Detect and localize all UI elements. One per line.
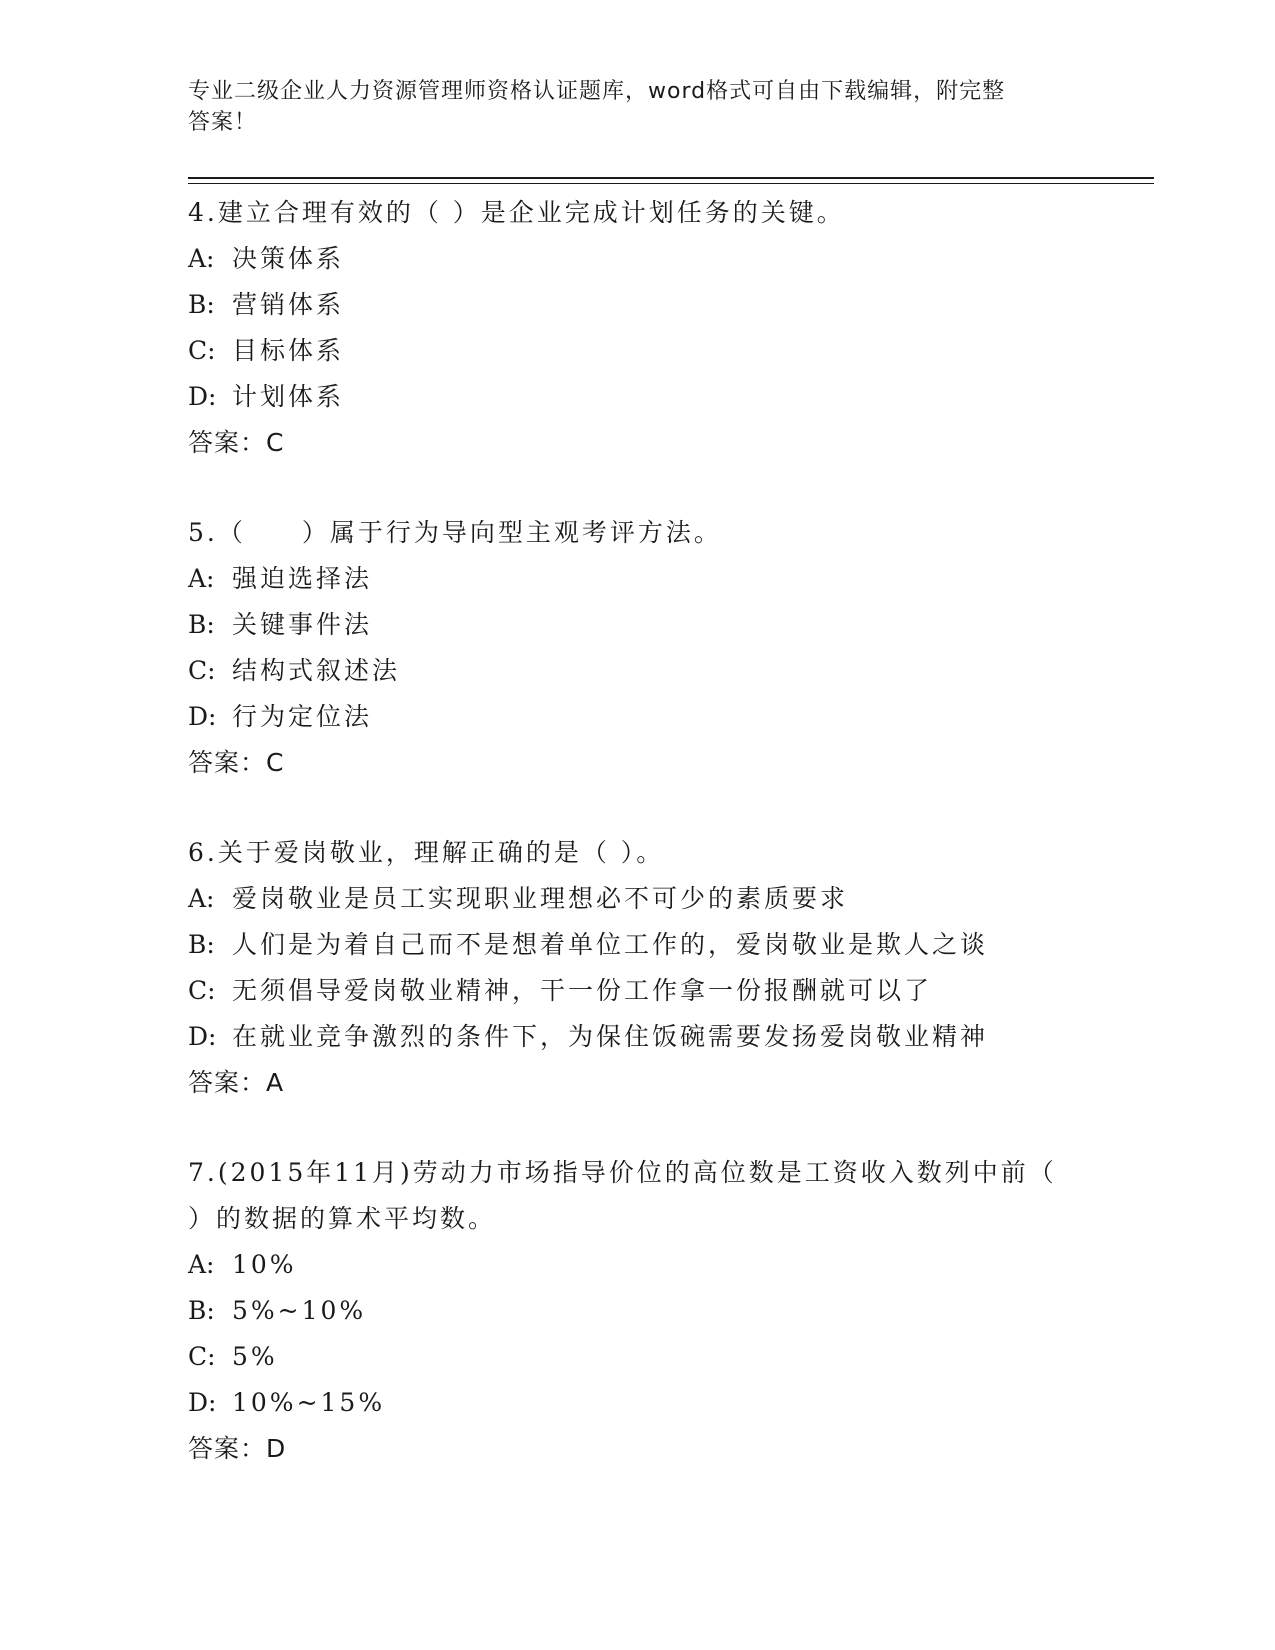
question-stem: 6.关于爱岗敬业，理解正确的是（ ）。	[188, 838, 665, 867]
option-c	[188, 968, 1088, 1014]
question-stem: 5.（ ）属于行为导向型主观考评方法。	[188, 518, 722, 547]
question-4	[188, 190, 1088, 466]
option-letter: D:	[188, 382, 217, 411]
option-text: 决策体系	[232, 244, 345, 273]
option-letter: A:	[188, 564, 215, 593]
option-letter: D:	[188, 1388, 217, 1417]
option-letter: B:	[188, 1296, 215, 1325]
option-letter: A:	[188, 884, 215, 913]
spacer	[188, 1106, 1088, 1150]
header-divider-thick	[188, 177, 1154, 179]
header-line-2: 答案！	[188, 110, 258, 135]
option-letter: B:	[188, 290, 215, 319]
option-text: 10%~15%	[232, 1388, 386, 1417]
option-letter: A:	[188, 1250, 215, 1279]
header-line-1: 专业二级企业人力资源管理师资格认证题库，word格式可自由下载编辑，附完整	[188, 79, 1006, 104]
option-letter: C:	[188, 1342, 216, 1371]
option-c	[188, 648, 1088, 694]
option-text: 无须倡导爱岗敬业精神，干一份工作拿一份报酬就可以了	[232, 976, 933, 1005]
option-text: 目标体系	[232, 336, 345, 365]
option-c	[188, 328, 1088, 374]
option-a	[188, 556, 1088, 602]
option-d	[188, 694, 1088, 740]
option-letter: C:	[188, 976, 216, 1005]
option-b	[188, 1288, 1088, 1334]
option-b	[188, 602, 1088, 648]
answer: 答案：A	[188, 1068, 285, 1097]
option-text: 5%~10%	[232, 1296, 367, 1325]
option-text: 10%	[232, 1250, 297, 1279]
option-a	[188, 876, 1088, 922]
option-letter: D:	[188, 702, 217, 731]
document-header	[188, 76, 1088, 138]
option-letter: C:	[188, 336, 216, 365]
option-d	[188, 1380, 1088, 1426]
spacer	[188, 786, 1088, 830]
option-text: 5%	[232, 1342, 278, 1371]
question-list	[188, 190, 1088, 1472]
option-a	[188, 236, 1088, 282]
option-b	[188, 282, 1088, 328]
option-text: 关键事件法	[232, 610, 373, 639]
option-text: 在就业竞争激烈的条件下，为保住饭碗需要发扬爱岗敬业精神	[232, 1022, 989, 1051]
option-text: 营销体系	[232, 290, 345, 319]
option-text: 结构式叙述法	[232, 656, 401, 685]
option-letter: C:	[188, 656, 216, 685]
option-text: 行为定位法	[232, 702, 373, 731]
option-letter: B:	[188, 610, 215, 639]
question-stem: 4.建立合理有效的（ ）是企业完成计划任务的关键。	[188, 198, 845, 227]
spacer	[188, 466, 1088, 510]
option-letter: D:	[188, 1022, 217, 1051]
header-divider-thin	[188, 183, 1154, 184]
option-text: 人们是为着自己而不是想着单位工作的，爱岗敬业是欺人之谈	[232, 930, 989, 959]
question-6	[188, 830, 1088, 1106]
question-stem-line-1: 7.(2015年11月)劳动力市场指导价位的高位数是工资收入数列中前（	[188, 1158, 1057, 1187]
question-5	[188, 510, 1088, 786]
answer: 答案：D	[188, 1434, 287, 1463]
question-7	[188, 1150, 1088, 1472]
option-letter: A:	[188, 244, 215, 273]
option-text: 计划体系	[232, 382, 345, 411]
question-stem-line-2: ）的数据的算术平均数。	[188, 1204, 497, 1233]
option-text: 强迫选择法	[232, 564, 373, 593]
option-d	[188, 1014, 1088, 1060]
option-text: 爱岗敬业是员工实现职业理想必不可少的素质要求	[232, 884, 849, 913]
answer: 答案：C	[188, 748, 285, 777]
answer: 答案：C	[188, 428, 285, 457]
option-c	[188, 1334, 1088, 1380]
option-letter: B:	[188, 930, 215, 959]
option-a	[188, 1242, 1088, 1288]
option-b	[188, 922, 1088, 968]
option-d	[188, 374, 1088, 420]
